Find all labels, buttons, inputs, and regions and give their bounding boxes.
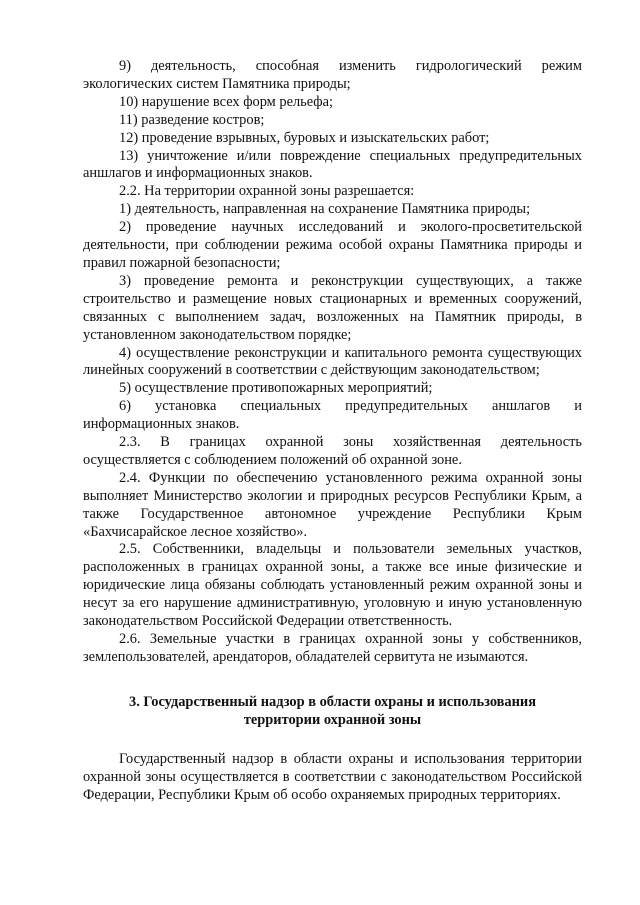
- section-heading: [83, 693, 582, 729]
- paragraph-item-12: 12) проведение взрывных, буровых и изыскательских работ;: [119, 129, 490, 146]
- paragraph-allowed-3: 3) проведение ремонта и реконструкции существующих, а также строительство и размещение новых стационарных и временных сооружений, связанных с выполнением задач, возложенных на Памятник природы, в установленном законодательством порядке;: [83, 272, 582, 343]
- paragraph-state-supervision: Государственный надзор в области охраны и использования территории охранной зоны осуществляется в соответствии с законодательством Российской Федерации, Республики Крым об особо охраняемых природных территориях.: [83, 750, 582, 803]
- section-heading-line-1: 3. Государственный надзор в области охраны и использования: [129, 693, 536, 710]
- paragraph-allowed-2: 2) проведение научных исследований и эколого-просветительской деятельности, при соблюдении режима особой охраны Памятника природы и правил пожарной безопасности;: [83, 219, 582, 271]
- paragraph-2-6: 2.6. Земельные участки в границах охранной зоны у собственников, землепользователей, арендаторов, обладателей сервитута не изымаются.: [83, 631, 582, 665]
- paragraph-2-3: 2.3. В границах охранной зоны хозяйственная деятельность осуществляется с соблюдением положений об охранной зоне.: [83, 434, 582, 468]
- paragraph-2-5: 2.5. Собственники, владельцы и пользователи земельных участков, расположенных в границах охранной зоны, а также все иные физические и юридические лица обязаны соблюдать установленный режим охранной зоны и несут за его нарушение административную, уголовную и иную установленную законодательством Российской Федерации ответственность.: [83, 541, 582, 630]
- paragraph-item-9: 9) деятельность, способная изменить гидрологический режим экологических систем Памятника природы;: [83, 58, 582, 92]
- paragraph-allowed-1: 1) деятельность, направленная на сохранение Памятника природы;: [119, 201, 531, 218]
- paragraph-item-11: 11) разведение костров;: [119, 111, 265, 128]
- paragraph-2-2: 2.2. На территории охранной зоны разрешается:: [119, 183, 415, 200]
- paragraph-allowed-4: 4) осуществление реконструкции и капитального ремонта существующих линейных сооружений в соответствии с действующим законодательством;: [83, 344, 582, 379]
- paragraph-item-13: 13) уничтожение и/или повреждение специальных предупредительных аншлагов и информационных знаков.: [83, 147, 582, 182]
- paragraph-allowed-5: 5) осуществление противопожарных мероприятий;: [119, 380, 433, 397]
- paragraph-item-10: 10) нарушение всех форм рельефа;: [119, 93, 333, 110]
- section-heading-line-2: территории охранной зоны: [243, 711, 422, 728]
- paragraph-2-4: 2.4. Функции по обеспечению установленного режима охранной зоны выполняет Министерство экологии и природных ресурсов Республики Крым, а также Государственное автономное учреждение Республики Крым «Бахчисарайское лесное хозяйство».: [83, 469, 582, 540]
- paragraph-allowed-6: 6) установка специальных предупредительных аншлагов и информационных знаков.: [83, 398, 582, 433]
